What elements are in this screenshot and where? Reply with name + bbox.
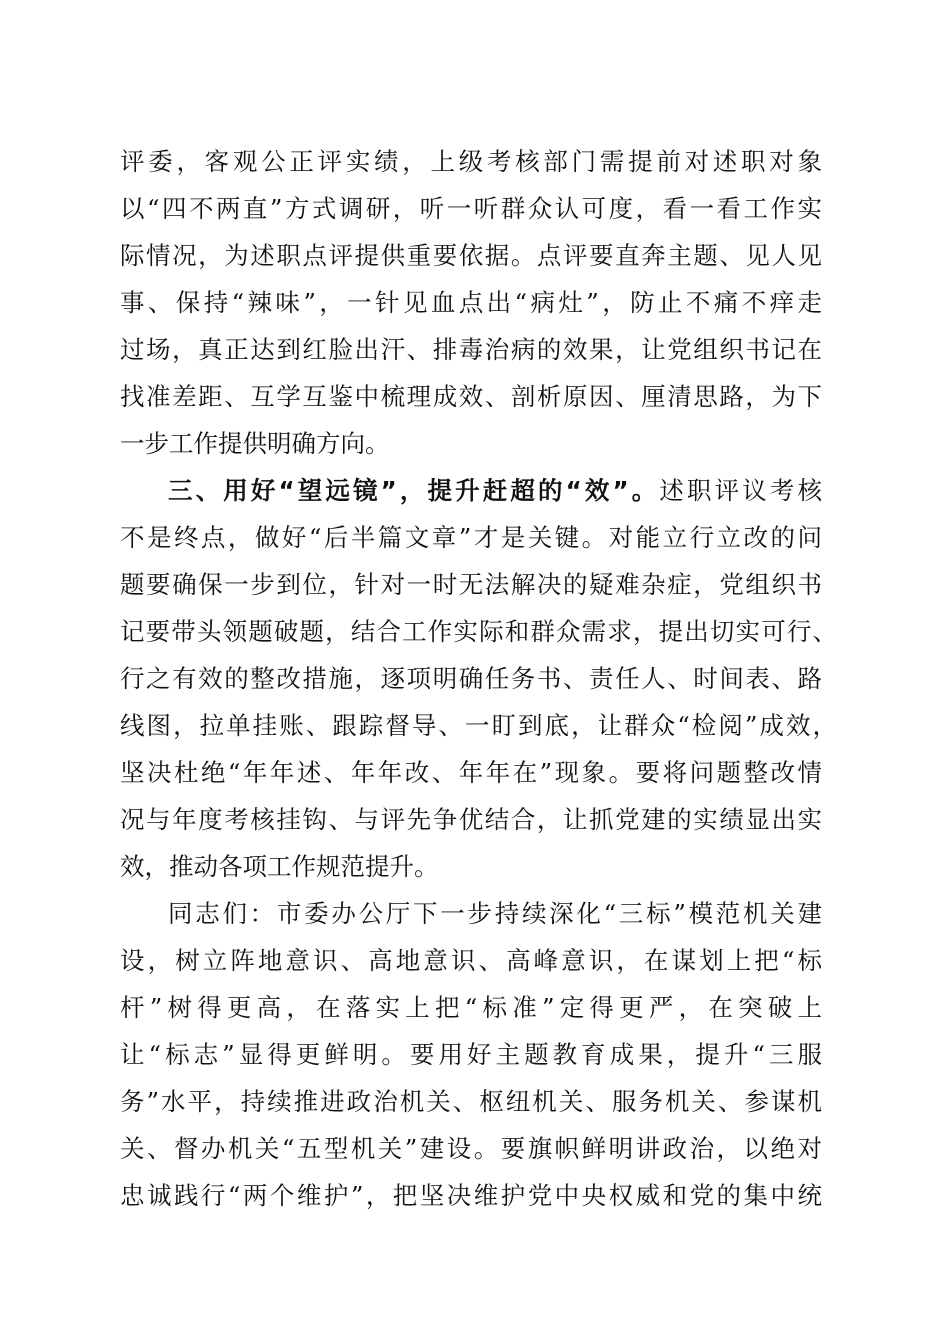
text-line: 不是终点，做好“后半篇文章”才是关键。对能立行立改的问 <box>120 523 822 552</box>
text-line: 找准差距、互学互鉴中梳理成效、剖析原因、厘清思路，为下 <box>120 382 822 411</box>
text-line: 一步工作提供明确方向。 <box>120 429 390 458</box>
text-line: 同志们：市委办公厅下一步持续深化“三标”模范机关建 <box>168 899 822 928</box>
text-line: 评委，客观公正评实绩，上级考核部门需提前对述职对象 <box>120 147 822 176</box>
text-line: 设，树立阵地意识、高地意识、高峰意识，在谋划上把“标 <box>120 946 822 975</box>
text-line: 效，推动各项工作规范提升。 <box>120 852 439 881</box>
text-line: 记要带头领题破题，结合工作实际和群众需求，提出切实可行、 <box>120 617 837 646</box>
heading-line-rest: 述职评议考核 <box>659 476 822 505</box>
text-line: 题要确保一步到位，针对一时无法解决的疑难杂症，党组织书 <box>120 570 822 599</box>
text-line: 行之有效的整改措施，逐项明确任务书、责任人、时间表、路 <box>120 664 822 693</box>
text-line: 事、保持“辣味”，一针见血点出“病灶”，防止不痛不痒走 <box>120 288 822 317</box>
text-line: 线图，拉单挂账、跟踪督导、一盯到底，让群众“检阅”成效， <box>120 711 837 740</box>
text-line: 以“四不两直”方式调研，听一听群众认可度，看一看工作实 <box>120 194 822 223</box>
section-heading-line <box>168 471 822 511</box>
text-line: 务”水平，持续推进政治机关、枢纽机关、服务机关、参谋机 <box>120 1087 822 1116</box>
text-line: 过场，真正达到红脸出汗、排毒治病的效果，让党组织书记在 <box>120 335 822 364</box>
text-line: 忠诚践行“两个维护”，把坚决维护党中央权威和党的集中统 <box>120 1181 822 1210</box>
text-line: 关、督办机关“五型机关”建设。要旗帜鲜明讲政治，以绝对 <box>120 1134 822 1163</box>
text-line: 际情况，为述职点评提供重要依据。点评要直奔主题、见人见 <box>120 241 822 270</box>
section-heading: 三、用好“望远镜”，提升赶超的“效”。 <box>168 476 660 505</box>
text-line: 坚决杜绝“年年述、年年改、年年在”现象。要将问题整改情 <box>120 758 822 787</box>
text-line: 让“标志”显得更鲜明。要用好主题教育成果，提升“三服 <box>120 1040 822 1069</box>
text-line: 杆”树得更高，在落实上把“标准”定得更严，在突破上 <box>120 993 822 1022</box>
text-line: 况与年度考核挂钩、与评先争优结合，让抓党建的实绩显出实 <box>120 805 822 834</box>
